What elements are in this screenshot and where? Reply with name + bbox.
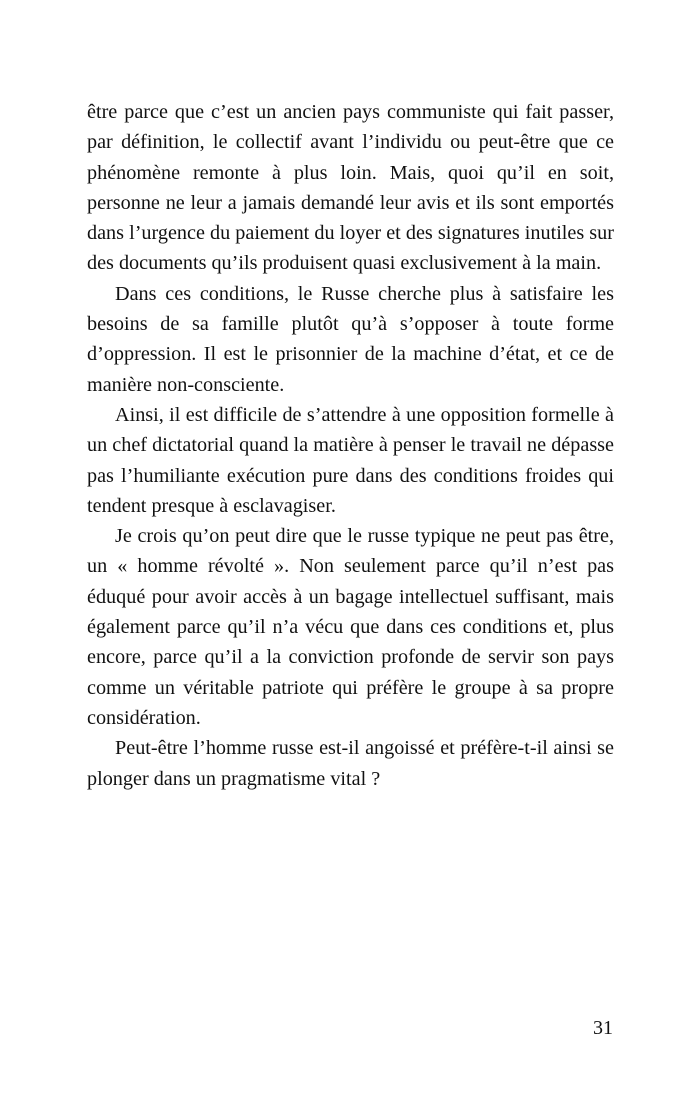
- page-body: [87, 97, 614, 794]
- paragraph: Ainsi, il est difficile de s’attendre à une opposition formelle à un chef dictatorial quand la matière à penser le travail ne dépasse pas l’humiliante exécution pure dans des conditions froides qui tendent presque à esclavagiser.: [87, 403, 614, 517]
- paragraph: être parce que c’est un ancien pays communiste qui fait passer, par définition, le collectif avant l’individu ou peut-être que ce phénomène remonte à plus loin. Mais, quoi qu’il en soit, personne ne leur a jamais demandé leur avis et ils sont emportés dans l’urgence du paiement du loyer et des signatures inutiles sur des documents qu’ils produisent quasi exclusivement à la main.: [87, 101, 614, 275]
- paragraph: Peut-être l’homme russe est-il angoissé et préfère-t-il ainsi se plonger dans un pragmatisme vital ?: [87, 737, 614, 790]
- page-number: 31: [593, 1017, 613, 1039]
- paragraph: Je crois qu’on peut dire que le russe typique ne peut pas être, un « homme révolté ». Non seulement parce qu’il n’est pas éduqué pour avoir accès à un bagage intellectuel suffisant, mais également parce qu’il n’a vécu que dans ces conditions et, plus encore, parce qu’il a la conviction profonde de servir son pays comme un véritable patriote qui préfère le groupe à sa propre considération.: [87, 525, 614, 729]
- paragraph: Dans ces conditions, le Russe cherche plus à satisfaire les besoins de sa famille plutôt qu’à s’opposer à toute forme d’oppression. Il est le prisonnier de la machine d’état, et ce de manière non-consciente.: [87, 282, 614, 396]
